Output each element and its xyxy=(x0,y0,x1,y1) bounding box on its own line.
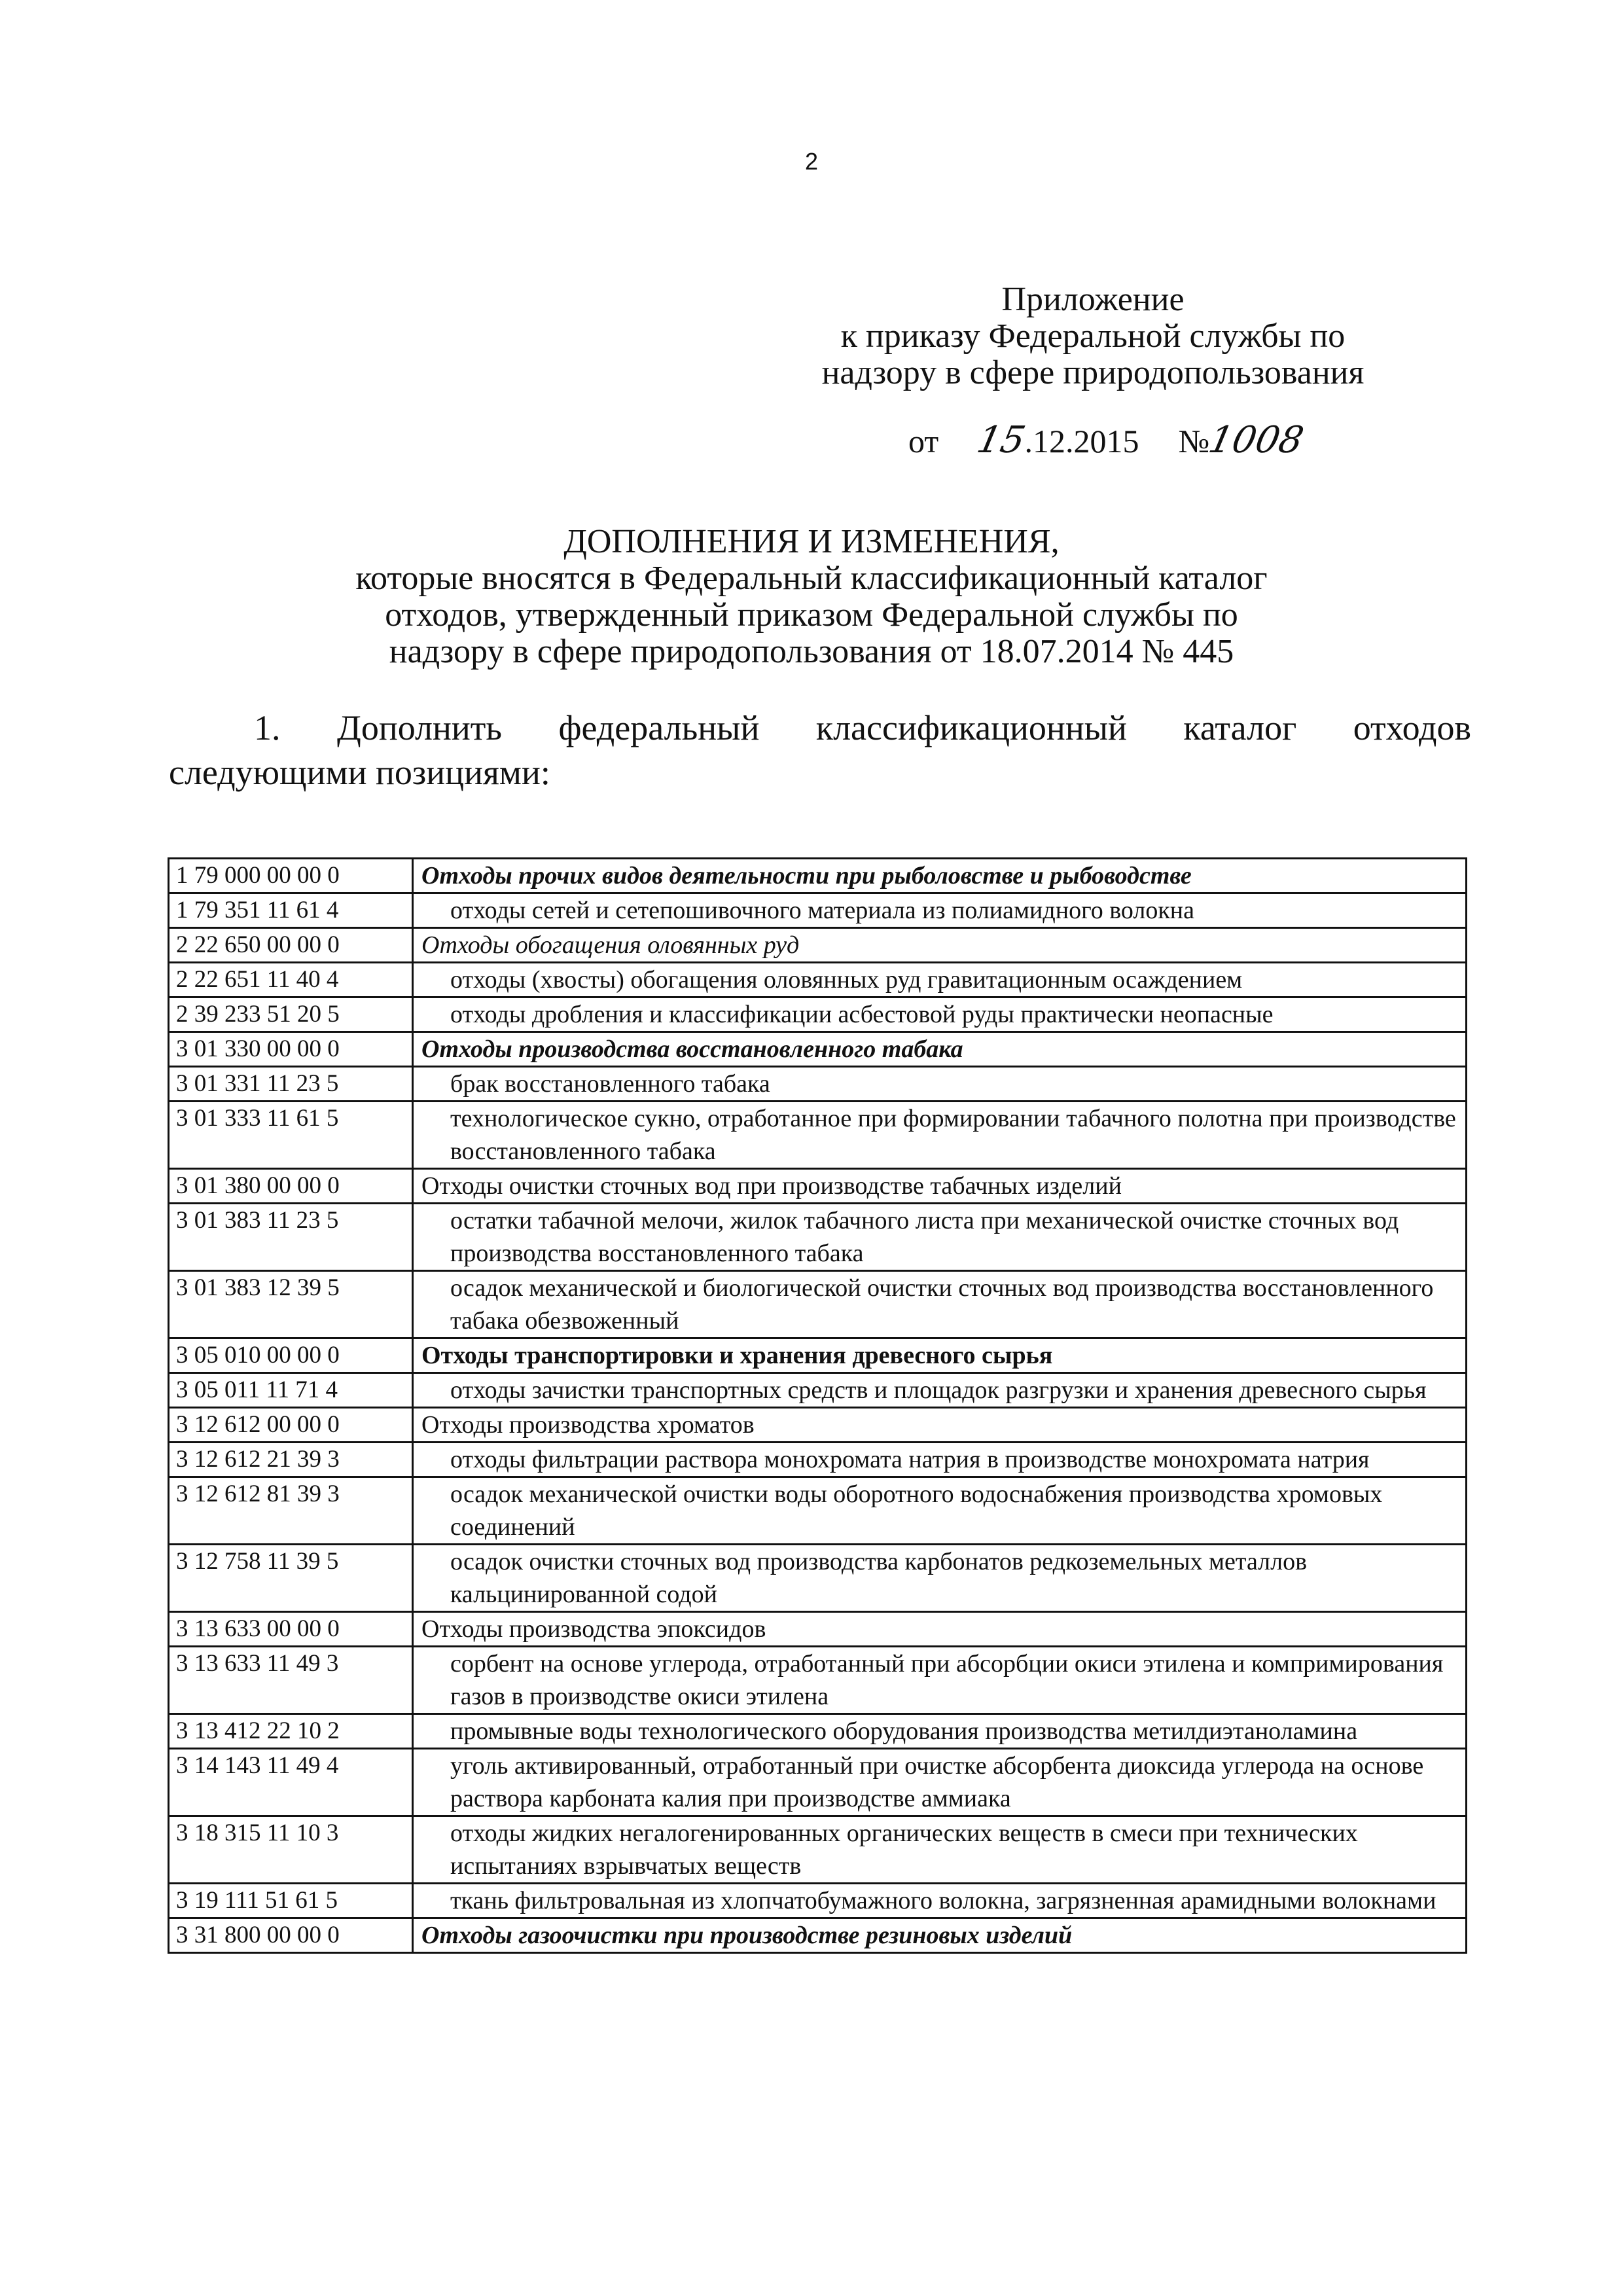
table-row xyxy=(169,1477,1467,1545)
page-number: 2 xyxy=(804,148,819,175)
code-cell: 3 12 612 21 39 3 xyxy=(169,1443,413,1477)
table-row xyxy=(169,928,1467,963)
description-cell: технологическое сукно, отработанное при формировании табачного полотна при производстве восстановленного табака xyxy=(413,1102,1467,1169)
description-cell: Отходы производства хроматов xyxy=(413,1408,1467,1443)
description-cell: отходы фильтрации раствора монохромата натрия в производстве монохромата натрия xyxy=(413,1443,1467,1477)
table-row xyxy=(169,1918,1467,1953)
description-cell: отходы сетей и сетепошивочного материала из полиамидного волокна xyxy=(413,893,1467,928)
description-cell: Отходы прочих видов деятельности при рыболовстве и рыбоводстве xyxy=(413,859,1467,893)
description-cell: осадок очистки сточных вод производства карбонатов редкоземельных металлов кальцинированной содой xyxy=(413,1545,1467,1612)
table-row xyxy=(169,1102,1467,1169)
code-cell: 3 05 010 00 00 0 xyxy=(169,1338,413,1373)
code-cell: 3 12 612 81 39 3 xyxy=(169,1477,413,1545)
table-row xyxy=(169,1032,1467,1067)
description-cell: Отходы газоочистки при производстве резиновых изделий xyxy=(413,1918,1467,1953)
intro-line-1: 1. Дополнить федеральный классификационный каталог отходов xyxy=(254,708,1471,747)
table-row xyxy=(169,1749,1467,1816)
description-cell: отходы зачистки транспортных средств и площадок разгрузки и хранения древесного сырья xyxy=(413,1373,1467,1408)
order-date-line xyxy=(908,419,1308,461)
appendix-line-2: к приказу Федеральной службы по xyxy=(840,317,1346,355)
description-cell: брак восстановленного табака xyxy=(413,1067,1467,1102)
title-line-4: надзору в сфере природопользования от 18.07.2014 № 445 xyxy=(389,633,1234,670)
appendix-header xyxy=(779,281,1407,391)
code-cell: 3 01 331 11 23 5 xyxy=(169,1067,413,1102)
description-cell: отходы жидких негалогенированных органических веществ в смеси при технических испытаниях взрывчатых веществ xyxy=(413,1816,1467,1884)
table-row xyxy=(169,1612,1467,1647)
table-row xyxy=(169,1169,1467,1204)
code-cell: 1 79 000 00 00 0 xyxy=(169,859,413,893)
waste-catalog-table xyxy=(168,857,1467,1954)
table-row xyxy=(169,1204,1467,1271)
table-row xyxy=(169,1647,1467,1714)
table-row xyxy=(169,1443,1467,1477)
table-row xyxy=(169,1408,1467,1443)
code-cell: 3 13 633 00 00 0 xyxy=(169,1612,413,1647)
description-cell: осадок механической и биологической очистки сточных вод производства восстановленного табака обезвоженный xyxy=(413,1271,1467,1338)
title-line-2: которые вносятся в Федеральный классификационный каталог xyxy=(355,560,1268,597)
code-cell: 3 05 011 11 71 4 xyxy=(169,1373,413,1408)
description-cell: остатки табачной мелочи, жилок табачного листа при механической очистке сточных вод производства восстановленного табака xyxy=(413,1204,1467,1271)
description-cell: Отходы транспортировки и хранения древесного сырья xyxy=(413,1338,1467,1373)
code-cell: 3 13 412 22 10 2 xyxy=(169,1714,413,1749)
order-prefix: от xyxy=(908,423,939,459)
table-row xyxy=(169,997,1467,1032)
code-cell: 3 12 612 00 00 0 xyxy=(169,1408,413,1443)
table-row xyxy=(169,963,1467,997)
description-cell: отходы (хвосты) обогащения оловянных руд гравитационным осаждением xyxy=(413,963,1467,997)
description-cell: Отходы производства восстановленного табака xyxy=(413,1032,1467,1067)
description-cell: ткань фильтровальная из хлопчатобумажного волокна, загрязненная арамидными волокнами xyxy=(413,1884,1467,1918)
title-line-3: отходов, утвержденный приказом Федеральной службы по xyxy=(385,596,1238,634)
document-title xyxy=(196,524,1427,670)
description-cell: осадок механической очистки воды оборотного водоснабжения производства хромовых соединений xyxy=(413,1477,1467,1545)
handwritten-number: 1008 xyxy=(1205,419,1308,461)
code-cell: 2 22 651 11 40 4 xyxy=(169,963,413,997)
description-cell: отходы дробления и классификации асбестовой руды практически неопасные xyxy=(413,997,1467,1032)
code-cell: 3 12 758 11 39 5 xyxy=(169,1545,413,1612)
table-row xyxy=(169,859,1467,893)
code-cell: 3 18 315 11 10 3 xyxy=(169,1816,413,1884)
table-row xyxy=(169,1067,1467,1102)
description-cell: сорбент на основе углерода, отработанный при абсорбции окиси этилена и компримирования газов в производстве окиси этилена xyxy=(413,1647,1467,1714)
intro-line-2: следующими позициями: xyxy=(169,753,550,792)
code-cell: 1 79 351 11 61 4 xyxy=(169,893,413,928)
handwritten-day: 15 xyxy=(973,419,1029,461)
number-sign: № xyxy=(1178,423,1210,459)
code-cell: 3 01 330 00 00 0 xyxy=(169,1032,413,1067)
code-cell: 3 01 383 12 39 5 xyxy=(169,1271,413,1338)
table-row xyxy=(169,1545,1467,1612)
appendix-line-3: надзору в сфере природопользования xyxy=(821,354,1364,391)
code-cell: 3 19 111 51 61 5 xyxy=(169,1884,413,1918)
code-cell: 3 13 633 11 49 3 xyxy=(169,1647,413,1714)
description-cell: Отходы обогащения оловянных руд xyxy=(413,928,1467,963)
description-cell: уголь активированный, отработанный при очистке абсорбента диоксида углерода на основе раствора карбоната калия при производстве аммиака xyxy=(413,1749,1467,1816)
code-cell: 3 01 380 00 00 0 xyxy=(169,1169,413,1204)
appendix-line-1: Приложение xyxy=(1001,281,1185,318)
order-date: .12.2015 xyxy=(1024,423,1139,459)
code-cell: 2 22 650 00 00 0 xyxy=(169,928,413,963)
table-row xyxy=(169,1816,1467,1884)
table-row xyxy=(169,1714,1467,1749)
table-row xyxy=(169,1373,1467,1408)
code-cell: 2 39 233 51 20 5 xyxy=(169,997,413,1032)
intro-paragraph xyxy=(169,706,1471,795)
title-line-1: ДОПОЛНЕНИЯ И ИЗМЕНЕНИЯ, xyxy=(563,523,1060,560)
code-cell: 3 14 143 11 49 4 xyxy=(169,1749,413,1816)
table-row xyxy=(169,1338,1467,1373)
description-cell: Отходы производства эпоксидов xyxy=(413,1612,1467,1647)
table-row xyxy=(169,1884,1467,1918)
description-cell: Отходы очистки сточных вод при производстве табачных изделий xyxy=(413,1169,1467,1204)
table-row xyxy=(169,1271,1467,1338)
code-cell: 3 01 333 11 61 5 xyxy=(169,1102,413,1169)
description-cell: промывные воды технологического оборудования производства метилдиэтаноламина xyxy=(413,1714,1467,1749)
code-cell: 3 31 800 00 00 0 xyxy=(169,1918,413,1953)
table-row xyxy=(169,893,1467,928)
code-cell: 3 01 383 11 23 5 xyxy=(169,1204,413,1271)
